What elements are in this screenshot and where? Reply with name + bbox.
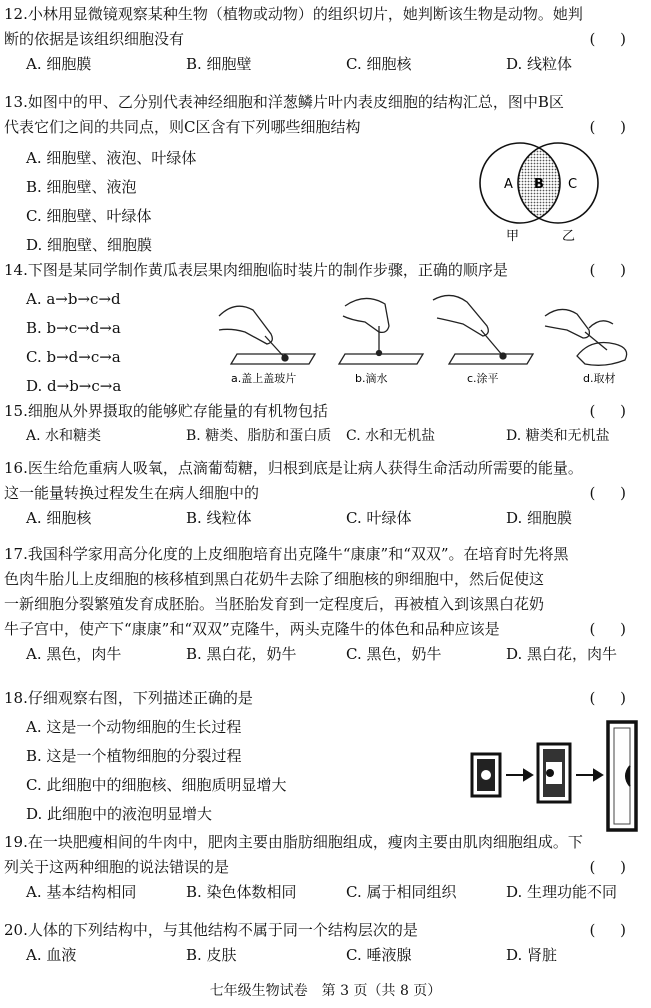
question-15-options xyxy=(4,424,644,449)
question-16 xyxy=(4,456,644,531)
question-16-options xyxy=(4,506,644,531)
option-b: B. 细胞壁 xyxy=(186,55,252,73)
option-d: D. 黑白花，肉牛 xyxy=(506,645,618,663)
option-a: A. 细胞膜 xyxy=(26,55,92,73)
step-d-illustration xyxy=(545,309,627,365)
question-17-options xyxy=(4,642,644,667)
option-d: D. 糖类和无机盐 xyxy=(506,428,610,444)
answer-paren: ( ) xyxy=(589,858,636,876)
option-c: C. 水和无机盐 xyxy=(346,428,436,444)
option-d: D. d→b→c→a xyxy=(26,377,122,395)
option-b: B. 线粒体 xyxy=(186,509,252,527)
question-15-stem: 15.细胞从外界摄取的能够贮存能量的有机物包括 ( ) xyxy=(4,399,644,424)
step-b-illustration xyxy=(339,298,423,364)
option-b: B. 细胞壁、液泡 xyxy=(26,178,137,196)
question-17 xyxy=(4,542,644,667)
question-19-stem-line2: 列关于这两种细胞的说法错误的是 ( ) xyxy=(4,855,644,880)
arrow-icon xyxy=(576,770,602,780)
answer-paren: ( ) xyxy=(589,261,636,279)
answer-paren: ( ) xyxy=(589,620,636,638)
option-c: C. 细胞壁、叶绿体 xyxy=(26,207,152,225)
cell-stage-1 xyxy=(472,754,500,796)
step-d-label: d.取材 xyxy=(583,372,616,385)
option-d: D. 肾脏 xyxy=(506,946,558,964)
option-c: C. 唾液腺 xyxy=(346,946,412,964)
cell-stage-3 xyxy=(608,722,636,830)
question-19 xyxy=(4,830,644,905)
question-12-stem-line1: 12.小林用显微镜观察某种生物（植物或动物）的组织切片，她判断该生物是动物。她判 xyxy=(4,5,583,23)
option-c: C. 叶绿体 xyxy=(346,509,412,527)
option-c: C. 细胞核 xyxy=(346,55,412,73)
question-13-stem-line2: 代表它们之间的共同点，则C区含有下列哪些细胞结构 ( ) xyxy=(4,115,644,140)
step-b-label: b.滴水 xyxy=(355,372,388,385)
question-16-stem-line2: 这一能量转换过程发生在病人细胞中的 ( ) xyxy=(4,481,644,506)
option-c: C. 黑色，奶牛 xyxy=(346,645,442,663)
question-15 xyxy=(4,399,644,449)
answer-paren: ( ) xyxy=(589,689,636,707)
question-17-stem-line2: 色肉牛胎儿上皮细胞的核移植到黑白花奶牛去除了细胞核的卵细胞中，然后促使这 xyxy=(4,570,545,588)
option-a: A. 细胞壁、液泡、叶绿体 xyxy=(26,149,197,167)
question-16-stem-line1: 16.医生给危重病人吸氧，点滴葡萄糖，归根到底是让病人获得生命活动所需要的能量。 xyxy=(4,459,583,477)
option-b: B. 皮肤 xyxy=(186,946,237,964)
question-18-stem: 18.仔细观察右图，下列描述正确的是 ( ) xyxy=(4,686,644,711)
option-b: B. 糖类、脂肪和蛋白质 xyxy=(186,428,332,444)
option-a: A. 这是一个动物细胞的生长过程 xyxy=(26,718,242,736)
cell-growth-figure xyxy=(466,718,641,836)
option-b: B. b→c→d→a xyxy=(26,319,121,337)
venn-label-left: 甲 xyxy=(506,229,520,244)
question-19-stem-line1: 19.在一块肥瘦相间的牛肉中，肥肉主要由脂肪细胞组成，瘦肉主要由肌肉细胞组成。下 xyxy=(4,833,583,851)
option-a: A. 基本结构相同 xyxy=(26,883,137,901)
question-20-stem: 20.人体的下列结构中，与其他结构不属于同一个结构层次的是 ( ) xyxy=(4,918,644,943)
question-20-options xyxy=(4,943,644,968)
option-d: D. 线粒体 xyxy=(506,55,573,73)
question-14-stem: 14.下图是某同学制作黄瓜表层果肉细胞临时装片的制作步骤，正确的顺序是 ( ) xyxy=(4,258,644,283)
option-b: B. 染色体数相同 xyxy=(186,883,297,901)
option-a: A. 血液 xyxy=(26,946,77,964)
question-12-options xyxy=(4,52,644,77)
option-d: D. 细胞膜 xyxy=(506,509,573,527)
option-d: D. 细胞壁、细胞膜 xyxy=(26,236,153,254)
option-a: A. 细胞核 xyxy=(26,509,92,527)
answer-paren: ( ) xyxy=(589,484,636,502)
venn-label-c: C xyxy=(568,177,578,192)
answer-paren: ( ) xyxy=(589,402,636,420)
question-12-stem-line2: 断的依据是该组织细胞没有 ( ) xyxy=(4,27,644,52)
venn-diagram xyxy=(470,138,610,248)
answer-paren: ( ) xyxy=(589,30,636,48)
page-footer: 七年级生物试卷 第 3 页（共 8 页） xyxy=(209,983,442,999)
option-b: B. 这是一个植物细胞的分裂过程 xyxy=(26,747,242,765)
option-c: C. 属于相同组织 xyxy=(346,883,457,901)
option-a: A. a→b→c→d xyxy=(26,290,121,308)
question-19-options xyxy=(4,880,644,905)
venn-label-b: B xyxy=(534,177,544,192)
question-20 xyxy=(4,918,644,968)
question-13-stem-line1: 13.如图中的甲、乙分别代表神经细胞和洋葱鳞片叶内表皮细胞的结构汇总，图中B区 xyxy=(4,93,564,111)
slide-steps-figure xyxy=(205,286,645,392)
step-a-label: a.盖上盖玻片 xyxy=(231,372,297,385)
option-c: C. 此细胞中的细胞核、细胞质明显增大 xyxy=(26,776,287,794)
venn-label-right: 乙 xyxy=(562,229,576,244)
step-c-label: c.涂平 xyxy=(467,372,499,385)
answer-paren: ( ) xyxy=(589,921,636,939)
option-c: C. b→d→c→a xyxy=(26,348,121,366)
venn-label-a: A xyxy=(504,177,513,192)
option-d: D. 此细胞中的液泡明显增大 xyxy=(26,805,213,823)
answer-paren: ( ) xyxy=(589,118,636,136)
question-12 xyxy=(4,2,644,77)
option-d: D. 生理功能不同 xyxy=(506,883,618,901)
question-17-stem-line4: 牛子宫中，使产下“康康”和“双双”克隆牛，两头克隆牛的体色和品种应该是 ( ) xyxy=(4,617,644,642)
step-c-illustration xyxy=(433,295,533,364)
step-a-illustration xyxy=(219,306,315,364)
option-a: A. 水和糖类 xyxy=(26,428,102,444)
option-a: A. 黑色，肉牛 xyxy=(26,645,122,663)
cell-stage-2 xyxy=(538,744,570,802)
question-17-stem-line3: 一新细胞分裂繁殖发育成胚胎。当胚胎发育到一定程度后，再被植入到该黑白花奶 xyxy=(4,595,545,613)
question-17-stem-line1: 17.我国科学家用高分化度的上皮细胞培育出克隆牛“康康”和“双双”。在培育时先将黑 xyxy=(4,545,569,563)
option-b: B. 黑白花，奶牛 xyxy=(186,645,297,663)
arrow-icon xyxy=(506,770,532,780)
